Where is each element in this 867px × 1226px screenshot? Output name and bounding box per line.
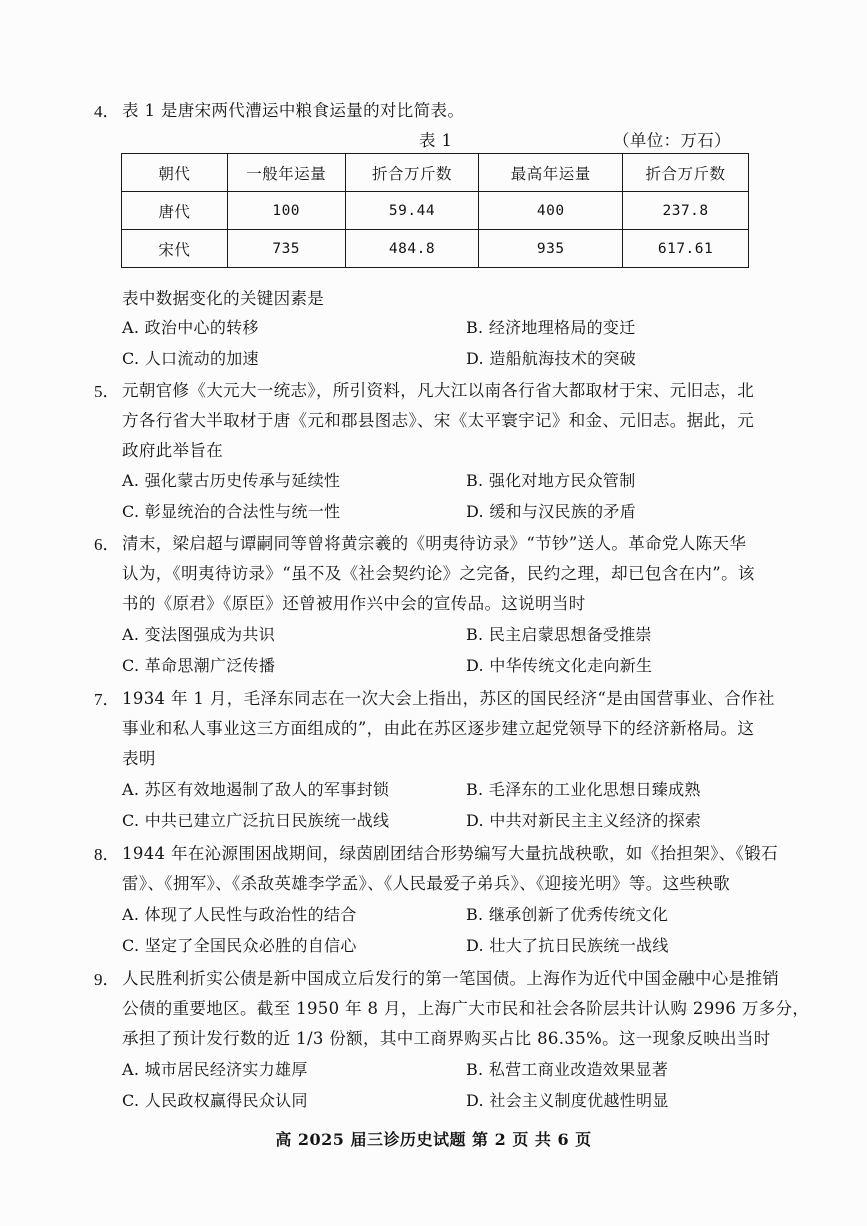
table-row xyxy=(122,230,749,268)
question-7-option-c: C. 中共已建立广泛抗日民族统一战线 xyxy=(122,811,390,830)
question-4-number: 4． xyxy=(94,102,120,121)
question-8-option-c: C. 坚定了全国民众必胜的自信心 xyxy=(122,936,357,955)
question-8-option-b: B. 继承创新了优秀传统文化 xyxy=(466,905,669,924)
question-4-option-d: D. 造船航海技术的突破 xyxy=(466,349,637,368)
question-6-stem-line: 认为，《明夷待访录》“虽不及《社会契约论》之完备，民约之理，却已包含在内”。该 xyxy=(122,564,755,583)
question-8-option-d: D. 壮大了抗日民族统一战线 xyxy=(466,936,669,955)
question-7-option-a: A. 苏区有效地遏制了敌人的军事封锁 xyxy=(122,780,390,799)
question-9-number: 9． xyxy=(94,970,120,989)
table-header-cell: 最高年运量 xyxy=(479,154,623,192)
question-4-option-c: C. 人口流动的加速 xyxy=(122,349,259,368)
table-cell: 59.44 xyxy=(345,192,479,230)
question-9-option-a: A. 城市居民经济实力雄厚 xyxy=(122,1060,308,1079)
table-cell: 100 xyxy=(227,192,345,230)
table-cell: 735 xyxy=(227,230,345,268)
question-9-option-b: B. 私营工商业改造效果显著 xyxy=(466,1060,669,1079)
question-6-number: 6． xyxy=(94,535,120,554)
question-7-stem-line: 1934 年 1 月，毛泽东同志在一次大会上指出，苏区的国民经济“是由国营事业、合作社 xyxy=(122,689,775,708)
question-6-option-b: B. 民主启蒙思想备受推崇 xyxy=(466,625,652,644)
question-5-stem-line: 方各行省大半取材于唐《元和郡县图志》、宋《太平寰宇记》和金、元旧志。据此，元 xyxy=(122,411,755,430)
question-4-stem: 表 1 是唐宋两代漕运中粮食运量的对比简表。 xyxy=(122,101,465,120)
question-4-stem-tail: 表中数据变化的关键因素是 xyxy=(122,289,325,308)
question-5-stem-line: 元朝官修《大元大一统志》，所引资料，凡大江以南各行省大都取材于宋、元旧志，北 xyxy=(122,381,755,400)
question-9-option-c: C. 人民政权赢得民众认同 xyxy=(122,1091,308,1110)
table-cell: 617.61 xyxy=(623,230,749,268)
table-header-cell: 折合万斤数 xyxy=(345,154,479,192)
page-footer: 高 2025 届三诊历史试题 第 2 页 共 6 页 xyxy=(275,1130,592,1149)
table-cell: 唐代 xyxy=(122,192,228,230)
grain-transport-table xyxy=(121,153,749,268)
question-5-option-d: D. 缓和与汉民族的矛盾 xyxy=(466,502,637,521)
table-header-cell: 一般年运量 xyxy=(227,154,345,192)
question-8-stem-line: 雷》、《拥军》、《杀敌英雄李学孟》、《人民最爱子弟兵》、《迎接光明》等。这些秧歌 xyxy=(122,874,730,893)
table-header-cell: 朝代 xyxy=(122,154,228,192)
question-5-option-c: C. 彰显统治的合法性与统一性 xyxy=(122,502,341,521)
table-cell: 400 xyxy=(479,192,623,230)
question-5-stem-line: 政府此举旨在 xyxy=(122,441,224,460)
table-caption: 表 1 xyxy=(419,131,453,150)
table-header-row xyxy=(122,154,749,192)
table-cell: 宋代 xyxy=(122,230,228,268)
question-8-option-a: A. 体现了人民性与政治性的结合 xyxy=(122,905,357,924)
table-row xyxy=(122,192,749,230)
question-6-option-d: D. 中华传统文化走向新生 xyxy=(466,656,653,675)
question-5-option-a: A. 强化蒙古历史传承与延续性 xyxy=(122,471,341,490)
question-7-stem-line: 表明 xyxy=(122,749,156,768)
question-5-number: 5． xyxy=(94,382,120,401)
question-7-stem-line: 事业和私人事业这三方面组成的”，由此在苏区逐步建立起党领导下的经济新格局。这 xyxy=(122,719,755,738)
question-6-stem-line: 清末，梁启超与谭嗣同等曾将黄宗羲的《明夷待访录》“节钞”送人。革命党人陈天华 xyxy=(122,534,747,553)
table-cell: 935 xyxy=(479,230,623,268)
question-7-option-d: D. 中共对新民主主义经济的探索 xyxy=(466,811,702,830)
table-unit: （单位：万石） xyxy=(613,131,731,150)
table-header-cell: 折合万斤数 xyxy=(623,154,749,192)
question-9-stem-line: 承担了预计发行数的近 1/3 份额，其中工商界购买占比 86.35%。这一现象反映出当时 xyxy=(122,1029,771,1048)
question-7-option-b: B. 毛泽东的工业化思想日臻成熟 xyxy=(466,780,701,799)
question-7-number: 7． xyxy=(94,690,120,709)
question-4-option-a: A. 政治中心的转移 xyxy=(122,318,259,337)
table-cell: 237.8 xyxy=(623,192,749,230)
question-9-option-d: D. 社会主义制度优越性明显 xyxy=(466,1091,669,1110)
question-9-stem-line: 公债的重要地区。截至 1950 年 8 月，上海广大市民和社会各阶层共计认购 2996 万多分， xyxy=(122,999,810,1018)
question-6-stem-line: 书的《原君》《原臣》还曾被用作兴中会的宣传品。这说明当时 xyxy=(122,594,586,613)
question-6-option-c: C. 革命思潮广泛传播 xyxy=(122,656,276,675)
question-5-option-b: B. 强化对地方民众管制 xyxy=(466,471,636,490)
question-4-option-b: B. 经济地理格局的变迁 xyxy=(466,318,636,337)
question-8-number: 8． xyxy=(94,845,120,864)
question-8-stem-line: 1944 年在沁源围困战期间，绿茵剧团结合形势编写大量抗战秧歌，如《抬担架》、《锻石 xyxy=(122,844,778,863)
table-cell: 484.8 xyxy=(345,230,479,268)
question-9-stem-line: 人民胜利折实公债是新中国成立后发行的第一笔国债。上海作为近代中国金融中心是推销 xyxy=(122,969,780,988)
question-6-option-a: A. 变法图强成为共识 xyxy=(122,625,276,644)
